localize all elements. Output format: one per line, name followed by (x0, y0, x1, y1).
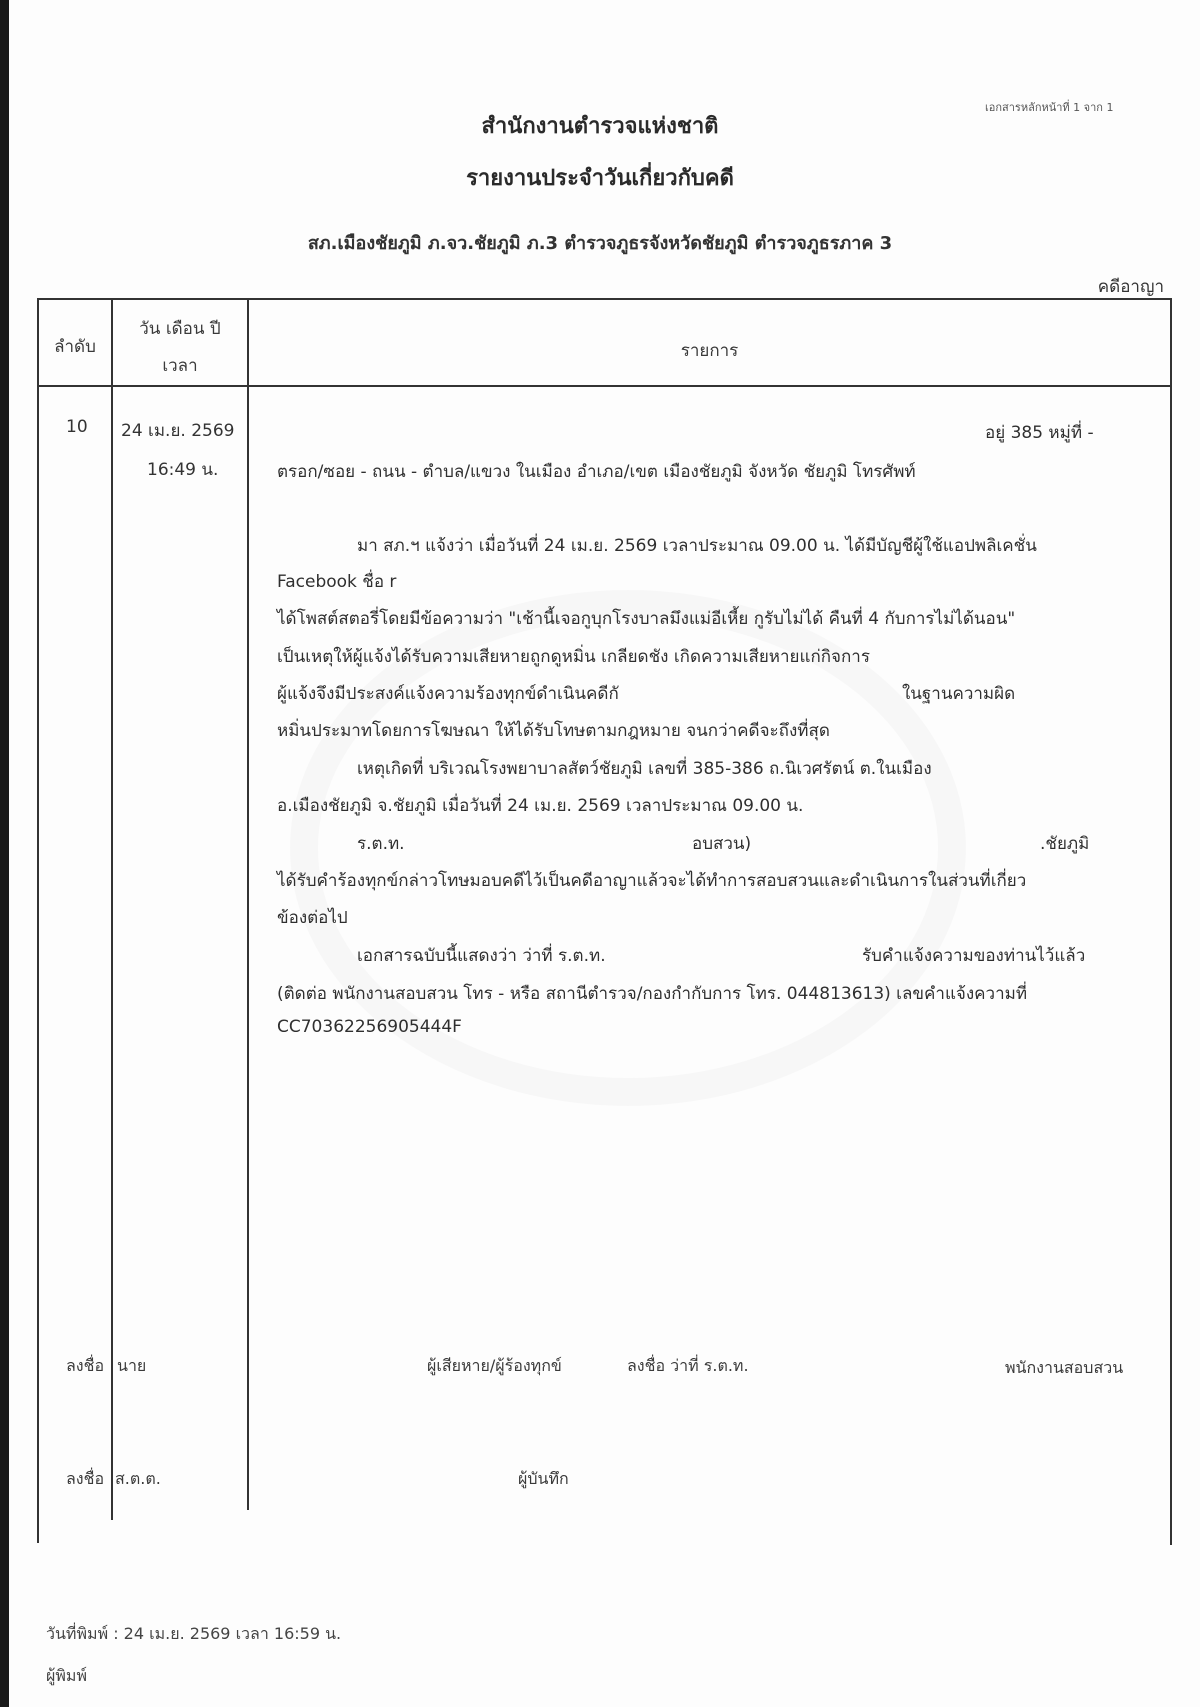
recorder-role: ผู้บันทึก (518, 1469, 569, 1488)
table-right-border (1170, 298, 1172, 1545)
officer-line-a: ร.ต.ท. (357, 834, 405, 854)
complainant-role: ผู้เสียหาย/ผู้ร้องทุกข์ (427, 1356, 562, 1375)
agency-title: สำนักงานตำรวจแห่งชาติ (481, 114, 719, 139)
case-type: คดีอาญา (1097, 277, 1164, 297)
address-line: อยู่ 385 หมู่ที่ - (985, 423, 1094, 443)
receipt-line-1b: รับคำแจ้งความของท่านไว้แล้ว (862, 946, 1086, 966)
recorder-title: ส.ต.ต. (115, 1469, 161, 1488)
investigator-role: พนักงานสอบสวน (1005, 1358, 1124, 1377)
print-date: วันที่พิมพ์ : 24 เม.ย. 2569 เวลา 16:59 น. (46, 1624, 342, 1643)
station-name: สภ.เมืองชัยภูมิ ภ.จว.ชัยภูมิ ภ.3 ตำรวจภูธรจังหวัดชัยภูมิ ตำรวจภูธรภาค 3 (307, 233, 893, 254)
report-title: รายงานประจำวันเกี่ยวกับคดี (466, 166, 734, 191)
column-divider-1 (111, 298, 113, 1520)
incident-location-2: อ.เมืองชัยภูมิ จ.ชัยภูมิ เมื่อวันที่ 24 เม.ย. 2569 เวลาประมาณ 09.00 น. (277, 796, 804, 816)
complaint-line-4: เป็นเหตุให้ผู้แจ้งได้รับความเสียหายถูกดูหมิ่น เกลียดชัง เกิดความเสียหายแก่กิจการ (277, 647, 870, 667)
header-details: รายการ (680, 341, 739, 361)
officer-line-c: .ชัยภูมิ (1040, 834, 1090, 854)
header-date: วัน เดือน ปี (139, 319, 221, 339)
complainant-sign-prefix: ลงชื่อ (66, 1356, 105, 1375)
entry-number: 10 (66, 417, 88, 437)
report-number: CC70362256905444F (277, 1017, 462, 1037)
recorder-sign-prefix: ลงชื่อ (66, 1469, 105, 1488)
printer-label: ผู้พิมพ์ (46, 1666, 88, 1685)
complaint-line-2: Facebook ชื่อ r (277, 572, 397, 592)
header-time: เวลา (162, 356, 198, 376)
table-left-border (37, 298, 39, 1543)
complaint-line-3: ได้โพสต์สตอรี่โดยมีข้อความว่า "เช้านี้เจอกูบุกโรงบาลมึงแม่อีเหี้ย กูรับไม่ได้ คืนที่ 4 กับการไม่ได้นอน" (277, 609, 1016, 629)
address-line-2: ตรอก/ซอย - ถนน - ตำบล/แขวง ในเมือง อำเภอ/เขต เมืองชัยภูมิ จังหวัด ชัยภูมิ โทรศัพท์ (277, 462, 916, 482)
complaint-line-1: มา สภ.ฯ แจ้งว่า เมื่อวันที่ 24 เม.ย. 2569 เวลาประมาณ 09.00 น. ได้มีบัญชีผู้ใช้แอปพลิเคชั่น (357, 536, 1037, 556)
page-indicator: เอกสารหลักหน้าที่ 1 จาก 1 (985, 101, 1114, 114)
incident-location-1: เหตุเกิดที่ บริเวณโรงพยาบาลสัตว์ชัยภูมิ เลขที่ 385-386 ถ.นิเวศรัตน์ ต.ในเมือง (357, 759, 932, 779)
complaint-line-5b: ในฐานความผิด (902, 684, 1016, 704)
entry-date: 24 เม.ย. 2569 (121, 421, 235, 441)
officer-line-b: อบสวน) (692, 834, 752, 854)
complaint-line-5a: ผู้แจ้งจึงมีประสงค์แจ้งความร้องทุกข์ดำเนินคดีกั (277, 684, 619, 704)
receipt-line-2: (ติดต่อ พนักงานสอบสวน โทร - หรือ สถานีตำรวจ/กองกำกับการ โทร. 044813613) เลขคำแจ้งความที่ (277, 984, 1028, 1004)
column-divider-2 (247, 298, 249, 1510)
table-header-divider (37, 385, 1172, 387)
complaint-line-6: หมิ่นประมาทโดยการโฆษณา ให้ได้รับโทษตามกฎหมาย จนกว่าคดีจะถึงที่สุด (277, 721, 830, 741)
complainant-title: นาย (117, 1356, 147, 1375)
header-sequence: ลำดับ (54, 337, 96, 357)
receipt-line-1a: เอกสารฉบับนี้แสดงว่า ว่าที่ ร.ต.ท. (357, 946, 606, 966)
table-top-border (37, 298, 1172, 300)
officer-line-3: ข้องต่อไป (277, 908, 348, 928)
entry-time: 16:49 น. (147, 460, 219, 480)
officer-line-2: ได้รับคำร้องทุกข์กล่าวโทษมอบคดีไว้เป็นคดีอาญาแล้วจะได้ทำการสอบสวนและดำเนินการในส่วนที่เกี่ยว (277, 871, 1027, 891)
investigator-sign-prefix: ลงชื่อ ว่าที่ ร.ต.ท. (627, 1356, 749, 1375)
